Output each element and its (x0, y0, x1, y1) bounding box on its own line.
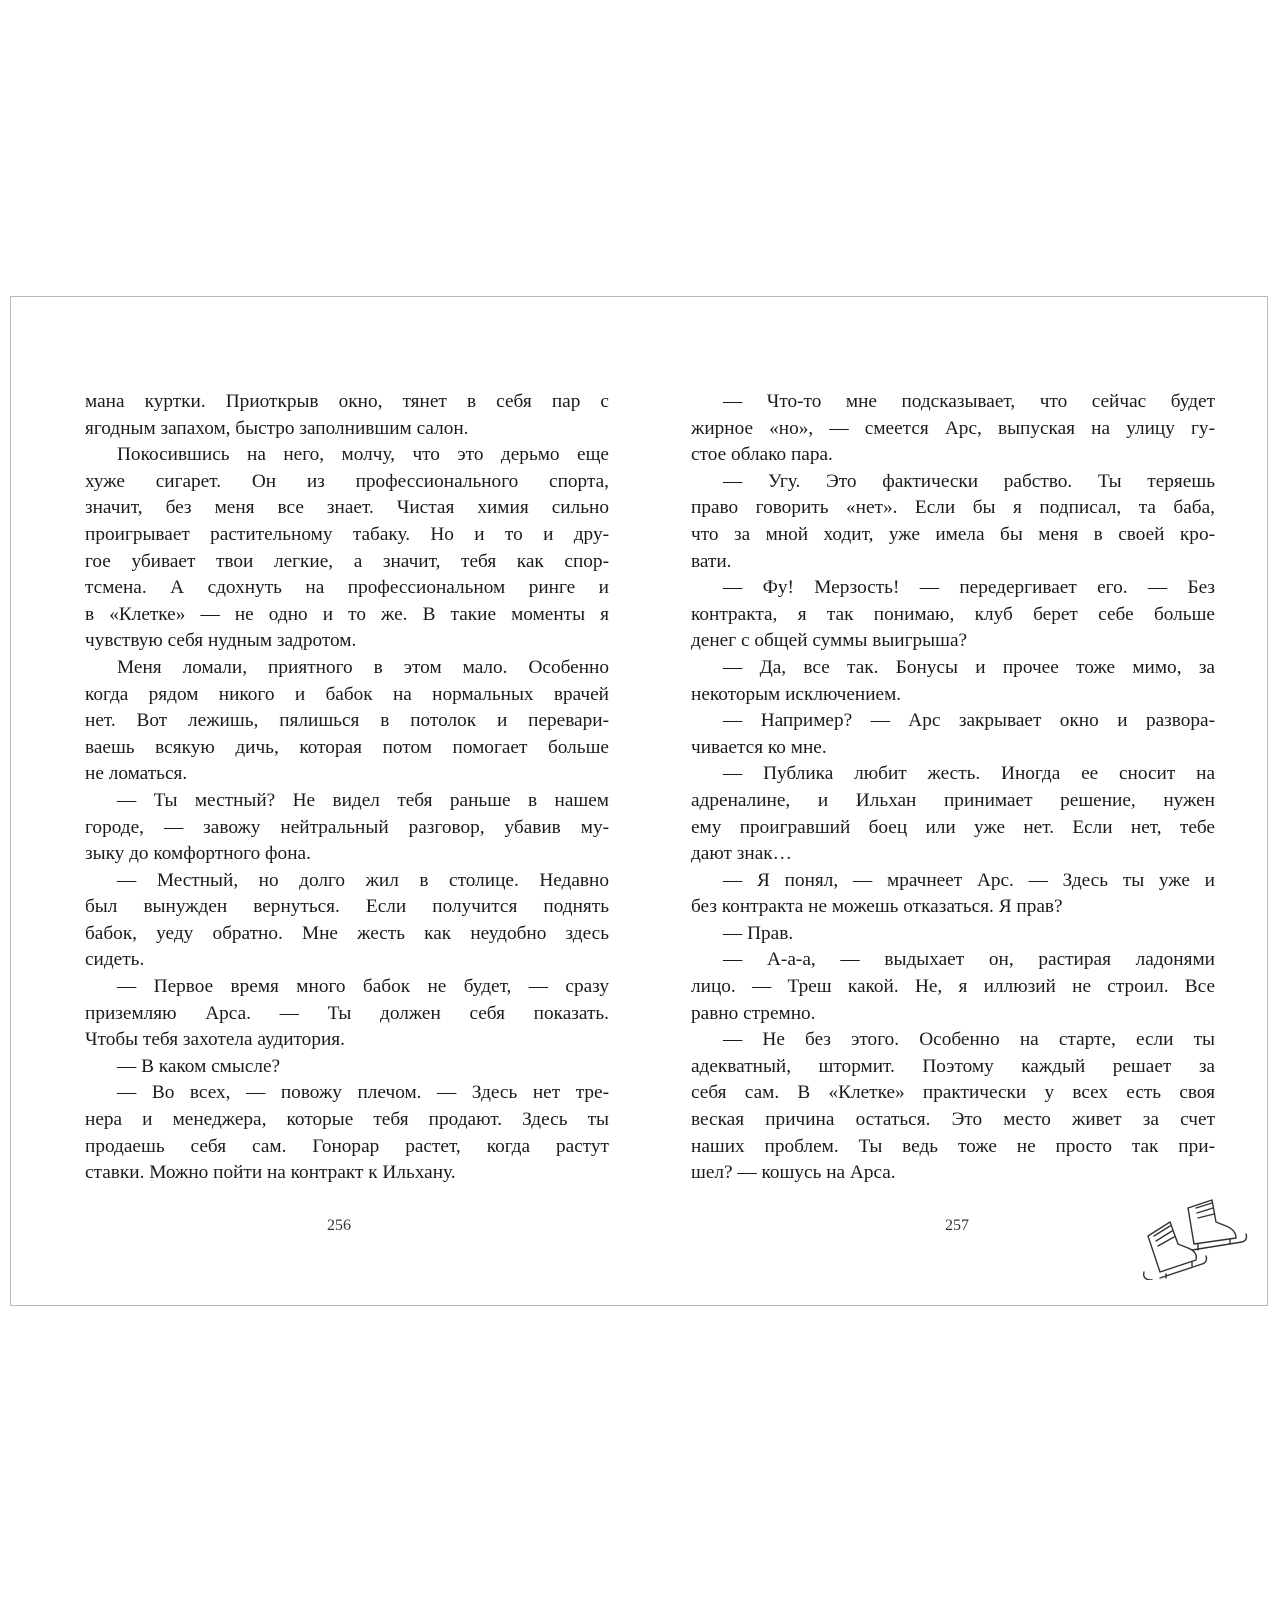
text-line: — А-а-а, — выдыхает он, растирая ладонями (723, 949, 1215, 971)
text-line: равно стремно. (691, 1002, 816, 1024)
text-line: — Не без этого. Особенно на старте, если ты (723, 1029, 1215, 1051)
right-page-text (691, 389, 1215, 1187)
text-line: приземляю Арса. — Ты должен себя показать. (85, 1002, 609, 1024)
page-number-right: 257 (945, 1217, 969, 1234)
text-line: что за мной ходит, уже имела бы меня в своей кро- (691, 523, 1215, 545)
text-line: контракта, я так понимаю, клуб берет себе больше (691, 603, 1215, 625)
text-line: без контракта не можешь отказаться. Я прав? (691, 896, 1063, 918)
text-line: ему проигравший боец или уже нет. Если нет, тебе (691, 816, 1215, 838)
text-line: ставки. Можно пойти на контракт к Ильхану. (85, 1162, 456, 1184)
text-line: — Публика любит жесть. Иногда ее сносит на (723, 763, 1215, 785)
text-line: стое облако пара. (691, 444, 833, 466)
text-line: Покосившись на него, молчу, что это дерьмо еще (117, 444, 609, 466)
text-line: себя сам. В «Клетке» практически у всех есть своя (691, 1082, 1215, 1104)
text-line: — Я понял, — мрачнеет Арс. — Здесь ты уже и (723, 869, 1215, 891)
text-line: нера и менеджера, которые тебя продают. Здесь ты (85, 1109, 609, 1131)
text-line: городе, — завожу нейтральный разговор, убавив му- (85, 816, 609, 838)
text-line: Чтобы тебя захотела аудитория. (85, 1029, 345, 1051)
book-spread (10, 296, 1268, 1306)
text-line: наших проблем. Ты ведь тоже не просто так при- (691, 1135, 1215, 1157)
text-line: сидеть. (85, 949, 145, 971)
text-line: жирное «но», — смеется Арс, выпуская на улицу гу- (691, 417, 1215, 439)
text-line: — Угу. Это фактически рабство. Ты теряешь (723, 470, 1215, 492)
text-line: адекватный, штормит. Поэтому каждый решает за (691, 1055, 1215, 1077)
text-line: дают знак… (691, 843, 792, 865)
text-line: шел? — кошусь на Арса. (691, 1162, 896, 1184)
text-line: право говорить «нет». Если бы я подписал, та баба, (691, 497, 1215, 519)
text-line: — Прав. (723, 922, 794, 944)
text-line: тсмена. А сдохнуть на профессиональном ринге и (85, 577, 609, 599)
text-line: продаешь себя сам. Гонорар растет, когда растут (85, 1135, 609, 1157)
text-line: когда рядом никого и бабок на нормальных врачей (85, 683, 609, 705)
text-line: адреналине, и Ильхан принимает решение, нужен (691, 789, 1215, 811)
text-line: в «Клетке» — не одно и то же. В такие моменты я (85, 603, 609, 625)
page-number-left: 256 (327, 1217, 351, 1234)
text-line: был вынужден вернуться. Если получится поднять (85, 896, 609, 918)
text-line: — Фу! Мерзость! — передергивает его. — Без (723, 577, 1215, 599)
text-line: гое убивает твои легкие, а значит, тебя как спор- (85, 550, 609, 572)
text-line: мана куртки. Приоткрыв окно, тянет в себя пар с (85, 391, 609, 412)
text-line: — Местный, но долго жил в столице. Недавно (117, 869, 609, 891)
text-line: нет. Вот лежишь, пялишься в потолок и перевари- (85, 710, 609, 732)
left-page-text (85, 389, 609, 1187)
text-line: проигрывает растительному табаку. Но и то и дру- (85, 523, 609, 545)
text-line: — В каком смысле? (117, 1055, 281, 1077)
text-line: вати. (691, 550, 732, 572)
text-line: денег с общей суммы выигрыша? (691, 630, 968, 652)
text-line: ваешь всякую дичь, которая потом помогает больше (85, 736, 609, 758)
text-line: некоторым исключением. (691, 683, 902, 705)
text-line: лицо. — Треш какой. Не, я иллюзий не строил. Все (691, 976, 1215, 998)
text-line: — Что-то мне подсказывает, что сейчас будет (723, 391, 1215, 412)
text-line: чивается ко мне. (691, 736, 827, 758)
ice-skates-icon (1140, 1196, 1266, 1280)
text-line: веская причина остаться. Это место живет за счет (691, 1109, 1215, 1131)
text-line: — Первое время много бабок не будет, — сразу (117, 976, 609, 998)
text-line: — Ты местный? Не видел тебя раньше в нашем (117, 789, 609, 811)
text-line: Меня ломали, приятного в этом мало. Особенно (117, 656, 609, 678)
text-line: зыку до комфортного фона. (85, 843, 311, 865)
text-line: — Во всех, — повожу плечом. — Здесь нет тре- (117, 1082, 609, 1104)
text-line: хуже сигарет. Он из профессионального спорта, (85, 470, 609, 492)
text-line: чувствую себя нудным задротом. (85, 630, 357, 652)
text-line: ягодным запахом, быстро заполнившим салон. (85, 417, 469, 439)
text-line: — Например? — Арс закрывает окно и развора- (723, 710, 1215, 732)
text-line: не ломаться. (85, 763, 188, 785)
text-line: бабок, уеду обратно. Мне жесть как неудобно здесь (85, 922, 609, 944)
text-line: — Да, все так. Бонусы и прочее тоже мимо, за (723, 656, 1215, 678)
text-line: значит, без меня все знает. Чистая химия сильно (85, 497, 609, 519)
